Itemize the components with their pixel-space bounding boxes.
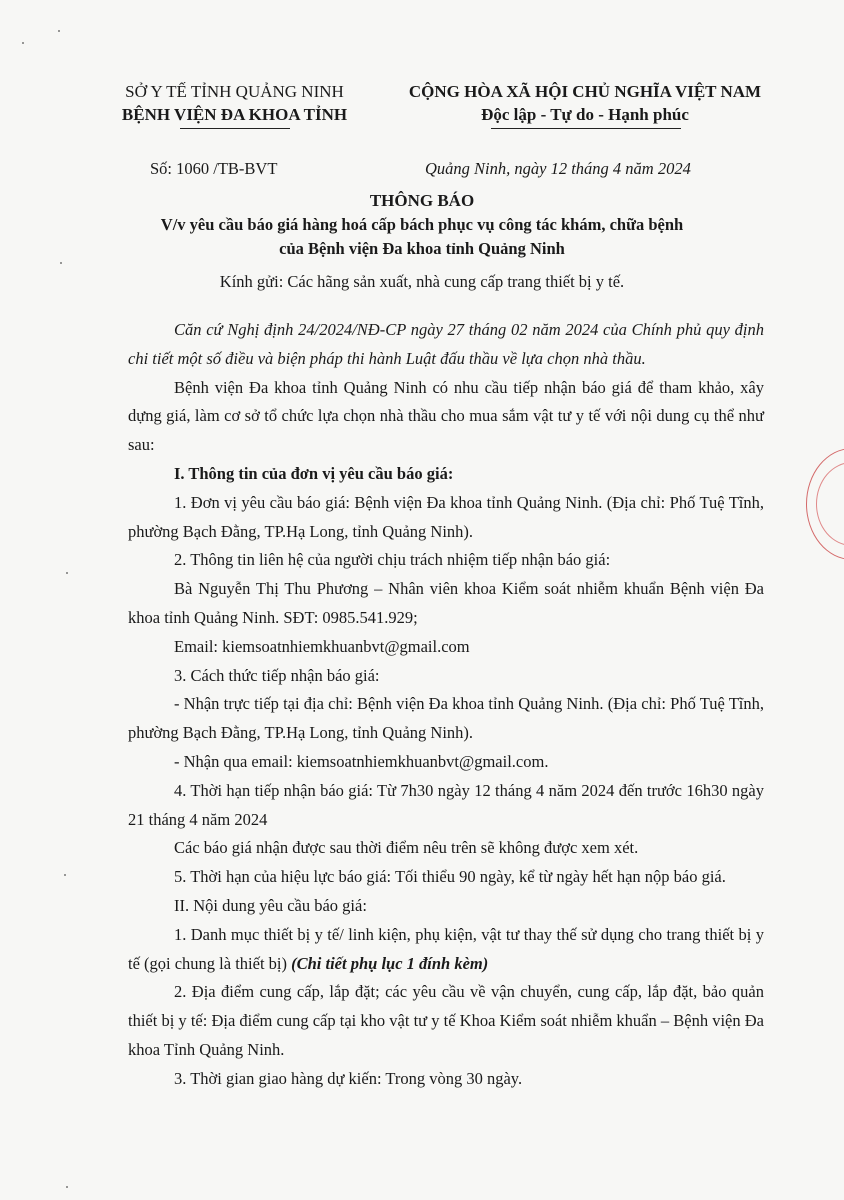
title-line2: V/v yêu cầu báo giá hàng hoá cấp bách phục vụ công tác khám, chữa bệnh [160,215,684,234]
late-note: Các báo giá nhận được sau thời điểm nêu trên sẽ không được xem xét. [174,838,639,858]
issuing-organization [92,80,377,126]
org-line1: SỞ Y TẾ TỈNH QUẢNG NINH [125,82,344,101]
contact-person: Bà Nguyễn Thị Thu Phương – Nhân viên khoa Kiểm soát nhiễm khuẩn Bệnh viện Đa khoa tỉnh Quảng Ninh. SĐT: 0985.541.929; [128,579,764,627]
scan-speck [66,1186,68,1188]
intro-paragraph: Bệnh viện Đa khoa tỉnh Quảng Ninh có nhu cầu tiếp nhận báo giá để tham khảo, xây dựng giá, làm cơ sở tổ chức lựa chọn nhà thầu cho mua sắm vật tư y tế với nội dung cụ thể như sau: [128,377,764,455]
motto-line2: Độc lập - Tự do - Hạnh phúc [481,105,689,124]
document-header [0,80,844,130]
receive-email: - Nhận qua email: kiemsoatnhiemkhuanbvt@gmail.com. [174,751,549,771]
document-number: Số: 1060 /TB-BVT [150,159,278,178]
section2-item1 [128,921,764,979]
recipient-line: Kính gửi: Các hãng sản xuất, nhà cung cấp trang thiết bị y tế. [219,272,625,291]
document-title [0,189,844,261]
receive-direct: - Nhận trực tiếp tại địa chỉ: Bệnh viện Đa khoa tỉnh Quảng Ninh. (Địa chỉ: Phố Tuệ Tĩnh, phường Bạch Đằng, TP.Hạ Long, tỉnh Quảng Ninh). [128,694,764,743]
motto-underline [491,128,681,129]
title-line1: THÔNG BÁO [369,191,475,210]
scan-speck [66,572,68,574]
section1-item4: 4. Thời hạn tiếp nhận báo giá: Từ 7h30 ngày 12 tháng 4 năm 2024 đến trước 16h30 ngày 21 tháng 4 năm 2024 [128,780,764,829]
scan-speck [58,30,60,32]
scan-speck [64,874,66,876]
section2-item3: 3. Thời gian giao hàng dự kiến: Trong vòng 30 ngày. [174,1068,523,1088]
section2-title: II. Nội dung yêu cầu báo giá: [174,895,367,915]
section1-item5: 5. Thời hạn của hiệu lực báo giá: Tối thiểu 90 ngày, kể từ ngày hết hạn nộp báo giá. [174,867,726,887]
section1-item2: 2. Thông tin liên hệ của người chịu trách nhiệm tiếp nhận báo giá: [174,550,611,570]
section1-title: I. Thông tin của đơn vị yêu cầu báo giá: [174,463,454,483]
scan-speck [22,42,24,44]
document-body [128,316,764,1094]
scan-speck [60,262,62,264]
section2-item1-text: 1. Danh mục thiết bị y tế/ linh kiện, phụ kiện, vật tư thay thế sử dụng cho trang thiết bị y tế (gọi chung là thiết bị) [128,924,764,973]
org-line2: BỆNH VIỆN ĐA KHOA TỈNH [121,105,348,124]
title-line3: của Bệnh viện Đa khoa tỉnh Quảng Ninh [279,239,565,258]
section2-item1-emphasis: (Chi tiết phụ lục 1 đính kèm) [291,953,489,973]
org-underline [180,128,290,129]
national-motto [385,80,785,126]
section1-item1: 1. Đơn vị yêu cầu báo giá: Bệnh viện Đa khoa tỉnh Quảng Ninh. (Địa chỉ: Phố Tuệ Tĩnh, phường Bạch Đằng, TP.Hạ Long, tỉnh Quảng Ninh). [128,492,764,541]
motto-line1: CỘNG HÒA XÃ HỘI CHỦ NGHĨA VIỆT NAM [408,82,762,101]
section2-item2: 2. Địa điểm cung cấp, lắp đặt; các yêu cầu về vận chuyển, cung cấp, lắp đặt, bảo quản thiết bị y tế: Địa điểm cung cấp tại kho vật tư y tế Khoa Kiểm soát nhiễm khuẩn – Bệnh viện Đa khoa Tỉnh Quảng Ninh. [128,982,764,1059]
place-date: Quảng Ninh, ngày 12 tháng 4 năm 2024 [425,159,691,178]
legal-basis: Căn cứ Nghị định 24/2024/NĐ-CP ngày 27 tháng 02 năm 2024 của Chính phủ quy định chi tiết một số điều và biện pháp thi hành Luật đấu thầu về lựa chọn nhà thầu. [128,320,764,368]
contact-email: Email: kiemsoatnhiemkhuanbvt@gmail.com [174,636,470,656]
section1-item3: 3. Cách thức tiếp nhận báo giá: [174,665,380,685]
